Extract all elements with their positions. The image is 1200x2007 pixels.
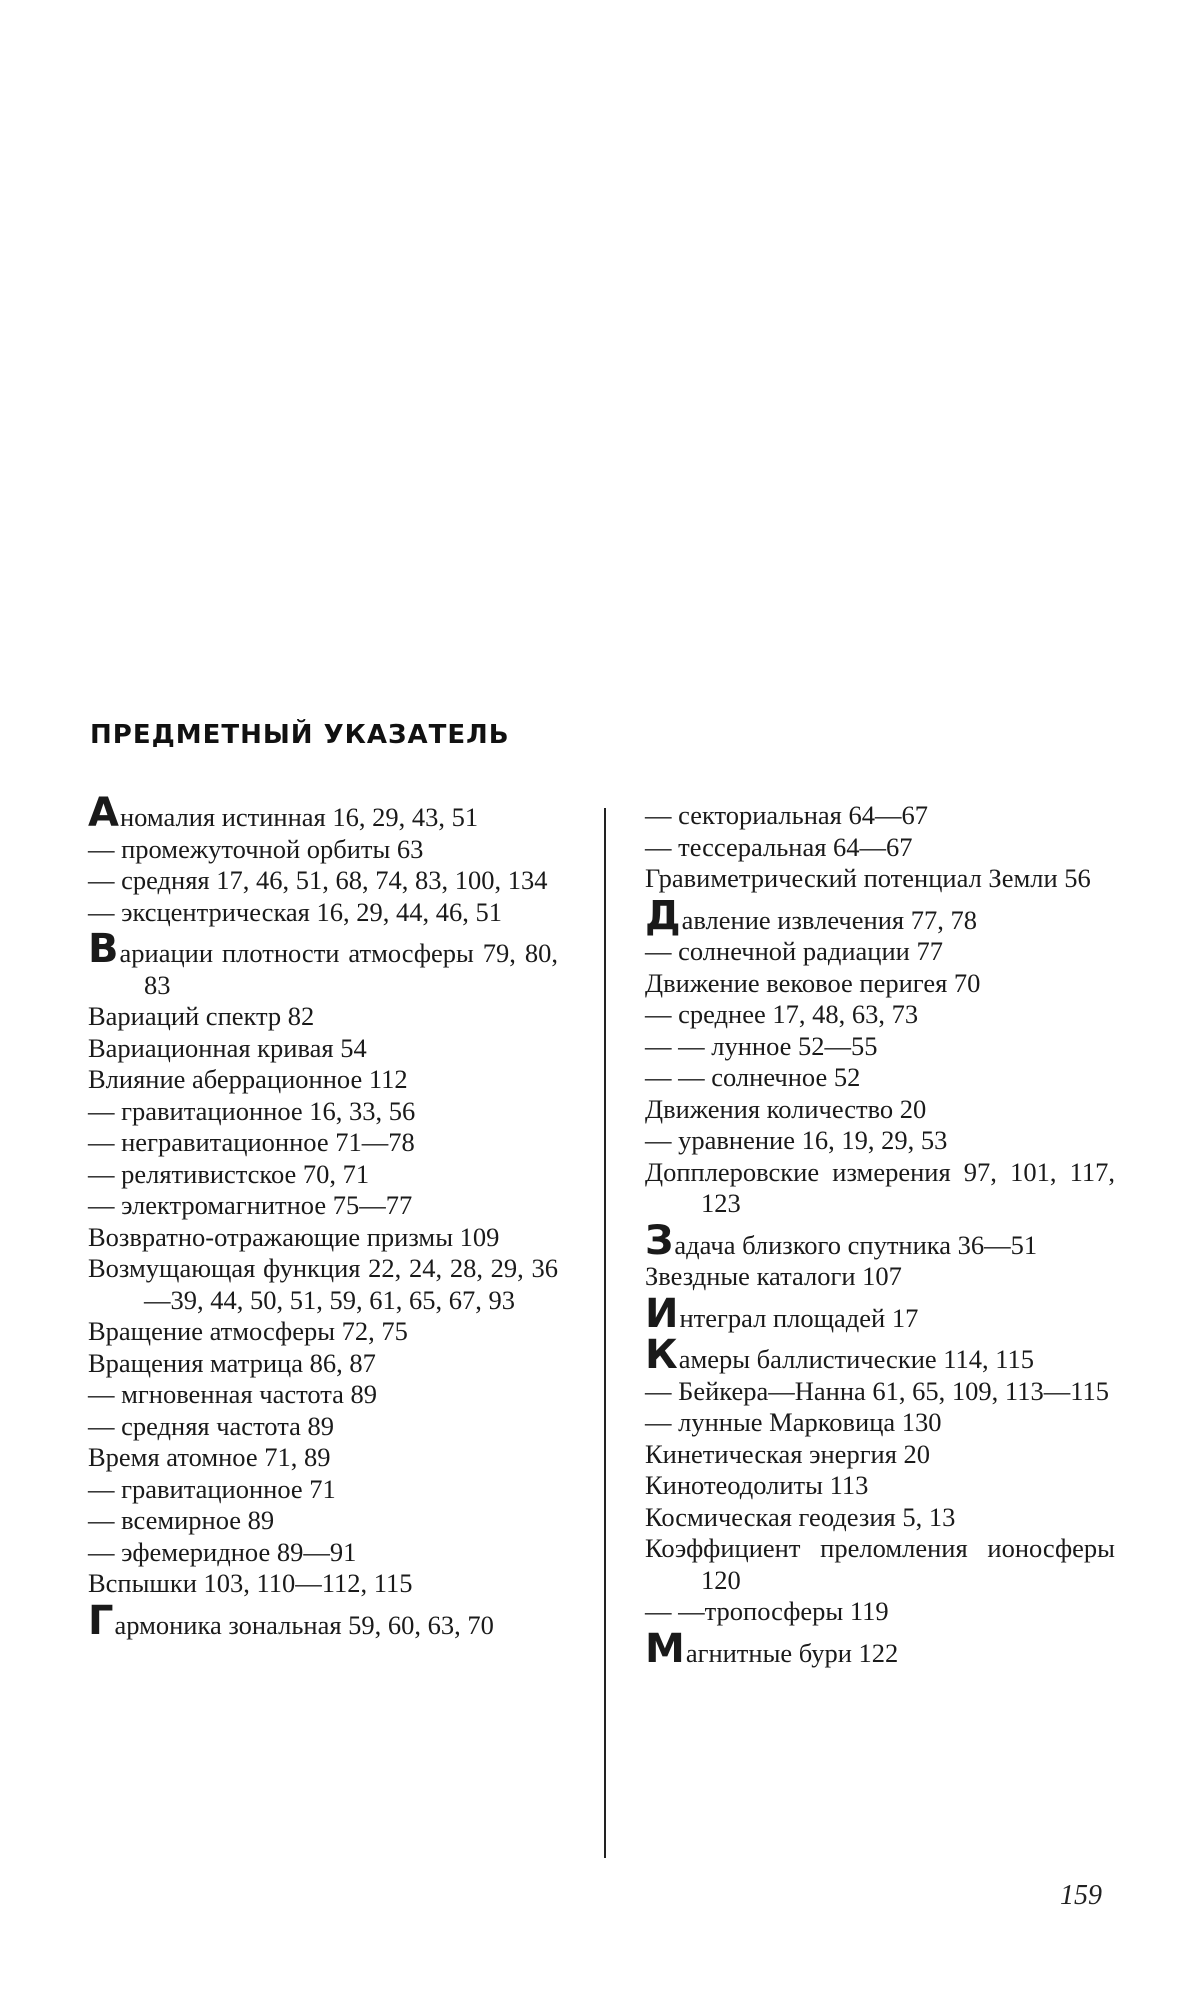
index-entry xyxy=(645,832,1115,864)
index-entry-text: авление извлечения 77, 78 xyxy=(681,904,977,935)
index-entry-text: — — солнечное 52 xyxy=(645,1062,861,1092)
index-entry-text: Возвратно-отражающие призмы 109 xyxy=(88,1221,500,1252)
index-entry-text: Вспышки 103, 110—112, 115 xyxy=(88,1568,413,1598)
index-entry xyxy=(645,1470,1115,1502)
index-entry xyxy=(88,1001,558,1033)
index-entry-text: — мгновенная частота 89 xyxy=(88,1379,378,1409)
index-entry xyxy=(88,1033,558,1065)
index-entry-text: — эфемеридное 89—91 xyxy=(88,1536,357,1567)
index-entry xyxy=(88,1253,558,1316)
index-entry xyxy=(88,834,558,866)
index-entry xyxy=(88,1474,558,1506)
index-entry-text: — всемирное 89 xyxy=(88,1505,275,1535)
index-entry-text: амеры баллистические 114, 115 xyxy=(678,1344,1035,1374)
index-entry-text: Вращение атмосферы 72, 75 xyxy=(88,1316,408,1346)
index-entry xyxy=(645,936,1115,968)
index-entry xyxy=(88,1127,558,1159)
index-entry-text: нтеграл площадей 17 xyxy=(679,1302,919,1333)
index-entry xyxy=(645,863,1115,895)
index-entry-text: армоника зональная 59, 60, 63, 70 xyxy=(114,1609,494,1640)
index-entry-text: Гравиметрический потенциал Земли 56 xyxy=(645,863,1091,893)
index-entry xyxy=(88,1348,558,1380)
index-entry xyxy=(88,1064,558,1096)
index-entry xyxy=(645,1596,1115,1628)
index-entry-text: ариации плотности атмосферы 79, 80, 83 xyxy=(119,938,558,1000)
index-entry xyxy=(645,1332,1115,1378)
index-entry xyxy=(88,1505,558,1537)
column-divider xyxy=(604,808,606,1858)
index-entry-text: номалия истинная 16, 29, 43, 51 xyxy=(119,802,479,832)
index-entry-text: — — лунное 52—55 xyxy=(645,1030,878,1061)
section-initial-letter: Д xyxy=(645,892,681,939)
index-entry xyxy=(645,1157,1115,1220)
page-number: 159 xyxy=(1060,1880,1102,1911)
index-entry xyxy=(645,999,1115,1031)
index-entry-text: — —тропосферы 119 xyxy=(645,1596,889,1626)
index-entry-text: — среднее 17, 48, 63, 73 xyxy=(645,999,919,1029)
index-entry xyxy=(645,800,1115,832)
index-entry-text: Движение вековое перигея 70 xyxy=(645,967,981,998)
index-entry-text: — Бейкера—Нанна 61, 65, 109, 113—115 xyxy=(645,1375,1109,1406)
index-entry-text: Звездные каталоги 107 xyxy=(645,1261,902,1291)
index-entry xyxy=(88,1568,558,1600)
index-entry-text: — солнечной радиации 77 xyxy=(645,936,943,966)
index-entry-text: Коэффициент преломления ионосферы 120 xyxy=(645,1533,1115,1595)
index-entry-text: Влияние аберрационное 112 xyxy=(88,1064,408,1094)
index-entry xyxy=(645,1125,1115,1157)
index-entry xyxy=(645,1062,1115,1094)
index-entry xyxy=(645,1217,1115,1264)
index-entry xyxy=(88,1411,558,1443)
index-entry-text: адача близкого спутника 36—51 xyxy=(674,1229,1038,1260)
index-entry-text: Движения количество 20 xyxy=(645,1093,927,1124)
index-heading: ПРЕДМЕТНЫЙ УКАЗАТЕЛЬ xyxy=(90,720,510,750)
section-initial-letter: З xyxy=(645,1217,674,1264)
index-entry xyxy=(645,892,1115,939)
index-entry-text: — гравитационное 16, 33, 56 xyxy=(88,1095,416,1126)
index-entry xyxy=(645,1407,1115,1439)
index-entry-text: — средняя 17, 46, 51, 68, 74, 83, 100, 134 xyxy=(88,865,548,895)
index-entry xyxy=(88,1537,558,1569)
index-entry-text: Кинетическая энергия 20 xyxy=(645,1438,931,1469)
index-entry xyxy=(645,1376,1115,1408)
index-entry xyxy=(88,1222,558,1254)
index-entry-text: Вращения матрица 86, 87 xyxy=(88,1347,376,1378)
index-entry xyxy=(88,1379,558,1411)
index-entry-text: Кинотеодолиты 113 xyxy=(645,1470,869,1500)
index-entry-text: — электромагнитное 75—77 xyxy=(88,1190,413,1220)
index-entry xyxy=(645,1261,1115,1293)
index-entry xyxy=(645,1502,1115,1534)
index-entry-text: Вариационная кривая 54 xyxy=(88,1032,367,1063)
index-entry-text: Допплеровские измерения 97, 101, 117, 123 xyxy=(645,1156,1115,1218)
index-entry-text: — лунные Марковица 130 xyxy=(645,1407,942,1437)
index-entry xyxy=(88,1442,558,1474)
left-column xyxy=(88,790,558,1644)
index-entry-text: — эксцентрическая 16, 29, 44, 46, 51 xyxy=(88,896,502,927)
index-entry xyxy=(88,1159,558,1191)
section-initial-letter: И xyxy=(645,1290,679,1337)
index-entry xyxy=(88,790,558,836)
index-entry-text: Возмущающая функция 22, 24, 28, 29, 36—39, 44, 50, 51, 59, 61, 65, 67, 93 xyxy=(88,1253,558,1315)
index-entry-text: — средняя частота 89 xyxy=(88,1410,334,1441)
index-entry-text: — секториальная 64—67 xyxy=(645,800,928,830)
index-entry-text: — уравнение 16, 19, 29, 53 xyxy=(645,1125,948,1155)
index-entry-text: — релятивистское 70, 71 xyxy=(88,1158,370,1189)
index-entry xyxy=(645,1290,1115,1337)
right-column xyxy=(645,800,1115,1672)
index-entry-text: Вариаций спектр 82 xyxy=(88,1001,315,1031)
index-entry-text: агнитные бури 122 xyxy=(685,1637,899,1668)
index-entry xyxy=(645,968,1115,1000)
section-initial-letter: В xyxy=(88,926,119,972)
index-entry-text: Время атомное 71, 89 xyxy=(88,1442,331,1472)
index-entry xyxy=(88,1190,558,1222)
index-entry-text: — тессеральная 64—67 xyxy=(645,831,913,862)
section-initial-letter: А xyxy=(88,790,119,836)
section-initial-letter: К xyxy=(645,1332,678,1378)
index-entry xyxy=(645,1031,1115,1063)
index-entry xyxy=(645,1094,1115,1126)
section-initial-letter: М xyxy=(645,1625,685,1672)
index-entry-text: — промежуточной орбиты 63 xyxy=(88,833,424,864)
index-entry-text: Космическая геодезия 5, 13 xyxy=(645,1501,956,1532)
index-entry xyxy=(88,1096,558,1128)
index-entry xyxy=(645,1625,1115,1672)
index-entry xyxy=(645,1533,1115,1596)
index-entry xyxy=(645,1439,1115,1471)
index-entry xyxy=(88,897,558,929)
index-entry xyxy=(88,926,558,1001)
index-entry-text: — негравитационное 71—78 xyxy=(88,1127,415,1157)
index-entry-text: — гравитационное 71 xyxy=(88,1473,336,1504)
section-initial-letter: Г xyxy=(88,1597,114,1644)
index-entry xyxy=(88,865,558,897)
index-entry xyxy=(88,1316,558,1348)
index-entry xyxy=(88,1597,558,1644)
